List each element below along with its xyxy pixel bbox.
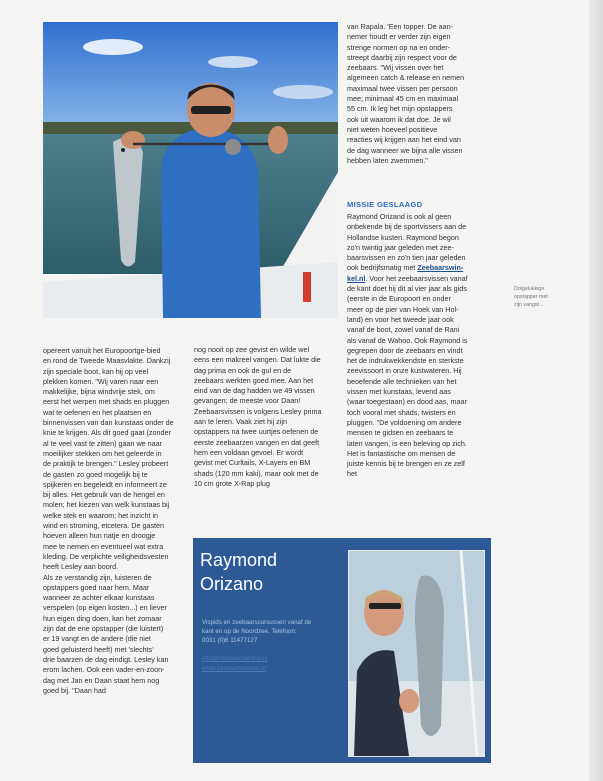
photo-caption: Dolgelukkige opstapper met zijn vangst... — [514, 286, 548, 308]
info-box — [193, 538, 491, 763]
box-title-first-name: Raymond — [200, 550, 278, 570]
article-column-left: opereert vanuit het Europoortge-bied en rond de Tweede Maasvlakte. Dankzij zijn speciale boot, kan hij op veel plekken komen. "Wij varen naar een makkelijke, bijna windvrije stek, om eerst het werpen met shads en pluggen wat te oefenen en het plaatsen en binnenvissen van dan kunstaas onder de knie te krijgen. Als dit goed gaat (zonder al te veel vast te zitten) gaan we naar moeilijker stekken om het geleerde in de praktijk te brengen." Lesley probeert de gasten zo goed mogelijk bij te spijkeren en begeleidt en informeert ze bij alles. Het gebruik van de hengel en molen; het kiezen van welk kunstaas bij welke stek en waarom; het inzicht in wind en stroming, etcetera. De gasten hoeven alleen hun natje en droogje mee te nemen en eventueel wat extra kleding. De verplichte veiligheidsvesten heeft Lesley aan boord. Als ze verstandig zijn, luisteren de opstappers goed naar hem. Maar wanneer ze achter elkaar kunstaas verspelen (op eigen kosten...) en liever hun eigen ding doen, kan het zomaar zijn dat de ene opstapper (die luistert) er 19 vangt en de andere (die niet goed geluisterd heeft) met 'slechts' drie baarzen de dag eindigt. Lesley kan erom lachen. Ook een vader-en-zoon- dag met Jan en Daan staat hem nog goed bij. "Daan had — [43, 346, 174, 695]
box-photo-angler-with-fish — [348, 550, 485, 757]
article-column-right-top: van Rapala. 'Een topper. De aan- nemer houdt er verder zijn eigen strenge normen op na en onder- streept daarbij zijn respect voor de zeebaars. "Wij vissen over het algemeen catch & release en nemen maximaal twee vissen per persoon mee; minimaal 45 cm en maximaal 55 cm. Ik leg het mijn opstappers ook uit waarom ik dat doe. Je wil niet weten hoeveel positieve reacties wij krijgen aan het eind van de dag wanneer we bijna alle vissen hebben laten zwemmen." — [347, 22, 465, 165]
paragraph-rest: . Voor het zeebaarsvissen vanaf de kant doet hij dit al vier jaar als gids (eerste in de Europoort en onder meer op de pier van Hoek van Hol- land) en voor het tweede jaar ook vanaf de boot, zowel vanaf de Rani als vanaf de Wahoo. Ook Raymond is gegrepen door de zeebaars en vindt het de indrukwekkendste en sterkste zeevissoort in onze kustwateren. Hij beoefende alle technieken van het vissen met kunstaas, levend aas (waar toegestaan) en dood aas, maar toch vooral met shads, twisters en pluggen. "De voldoening om andere mensen te gidsen en zeebaars te laten vangen, is een beleving op zich. Het is fantastische om mensen de juiste kennis bij te brengen en ze zelf het — [347, 273, 468, 479]
email-link[interactable]: info@zeebaarswinkel.nl — [202, 655, 268, 662]
zeebaarswinkel-link[interactable]: Zeebaarswin- kel.nl — [347, 263, 464, 283]
website-link[interactable]: www.zeebaarswinkel.nl — [202, 665, 266, 672]
section-heading: MISSIE GESLAAGD — [347, 200, 423, 209]
page-edge — [589, 0, 603, 781]
article-column-right-bottom — [347, 212, 502, 480]
box-contact-text: Vispids en zeebaarscursussen vanaf de kant en op de Noordzee. Telefoon: 0031 (0)6 11477127 — [202, 619, 312, 644]
paragraph-start: Raymond Orizand is ook al geen onbekende bij de sportvissers aan de Hollandse kusten. Raymond begon zo'n twintig jaar geleden met zee- baarsvissen en zo'n tien jaar geleden ook bedrijfsmatig met — [347, 212, 467, 273]
article-column-middle: nog nooit op zee gevist en wilde wel eens een makreel vangen. Dat lukte die dag prima en ook de gul en de zeebaars werkten goed mee. Aan het eind van de dag hadden we 49 vissen gevangen; de meeste voor Daan! Zeebaarsvissen is volgens Lesley prima aan te leren. Vaak ziet hij zijn opstappers na twee uurtjes oefenen de eerste zeebaarzen vangen en dat geeft hem een voldaan gevoel. Er wordt gevist met Curltails, X-Layers en BM shads (120 mm kaki), maar ook met de 10 cm grote X-Rap plug — [194, 345, 322, 488]
main-photo-angler-with-seabass — [43, 22, 338, 318]
box-title-last-name: Orizano — [200, 574, 264, 594]
